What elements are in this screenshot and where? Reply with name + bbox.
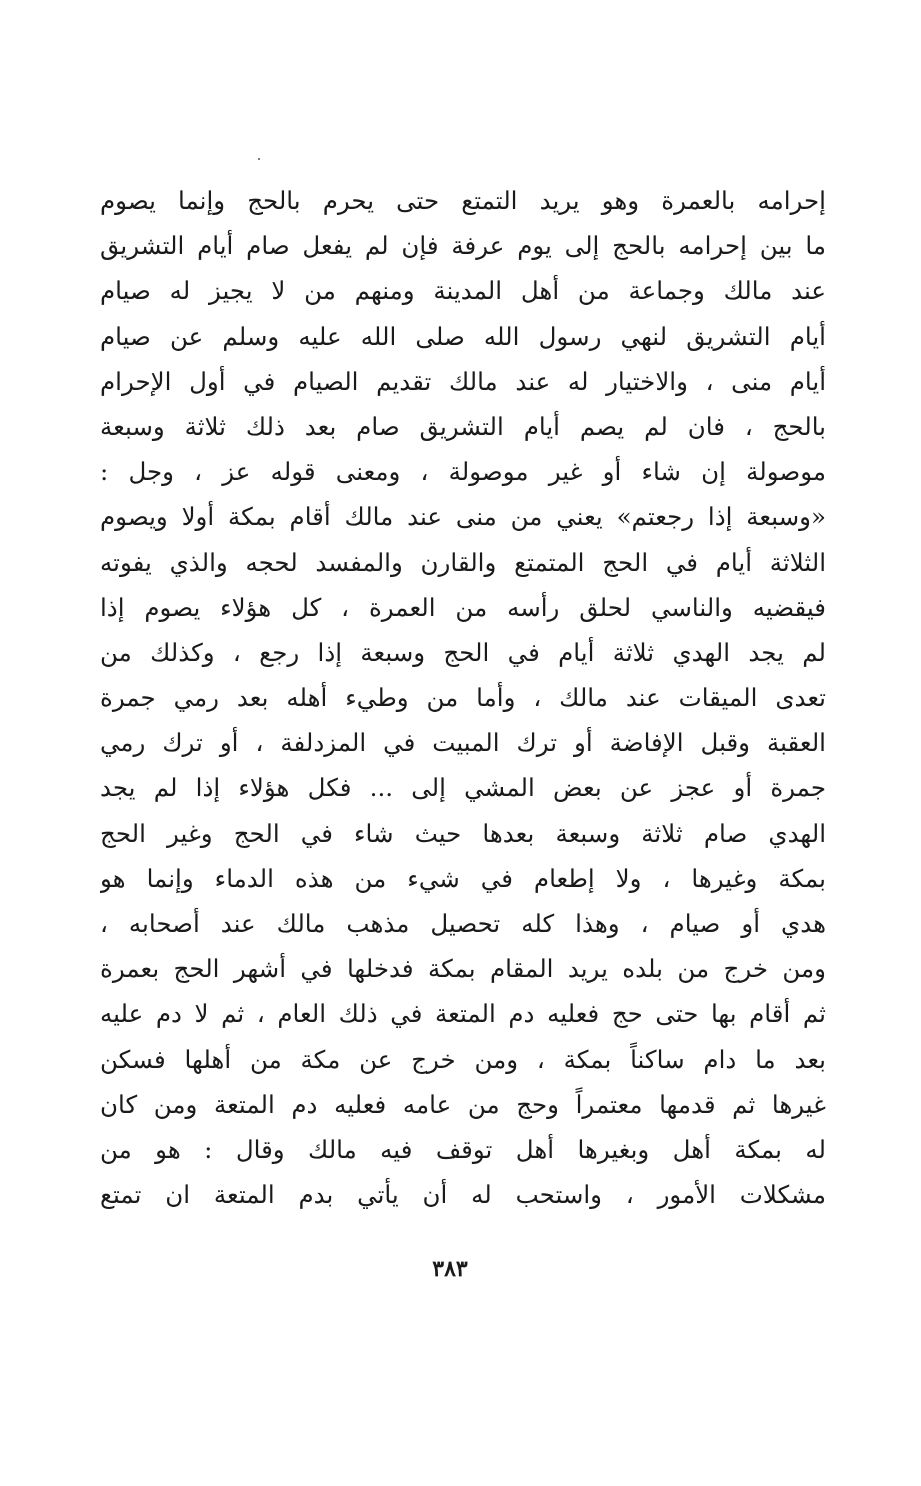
text-line: ما بين إحرامه بالحج إلى يوم عرفة فإن لم يفعل صام أيام التشريق: [100, 231, 826, 261]
text-line: أيام منى ، والاختيار له عند مالك تقديم الصيام في أول الإحرام: [100, 366, 826, 396]
text-line: تعدى الميقات عند مالك ، وأما من وطيء أهله بعد رمي جمرة: [100, 683, 826, 713]
text-line: جمرة أو عجز عن بعض المشي إلى ... فكل هؤلاء إذا لم يجد: [100, 773, 826, 803]
text-line: أيام التشريق لنهي رسول الله صلى الله عليه وسلم عن صيام: [100, 321, 826, 351]
text-line: الثلاثة أيام في الحج المتمتع والقارن والمفسد لحجه والذي يفوته: [100, 547, 826, 577]
text-line: غيرها ثم قدمها معتمراً وحج من عامه فعليه دم المتعة ومن كان: [100, 1089, 826, 1119]
page-number: ٣٨٣: [432, 1256, 468, 1282]
text-line: بعد ما دام ساكناً بمكة ، ومن خرج عن مكة من أهلها فسكن: [100, 1044, 826, 1074]
text-line: هدي أو صيام ، وهذا كله تحصيل مذهب مالك عند أصحابه ،: [100, 909, 826, 938]
text-line: عند مالك وجماعة من أهل المدينة ومنهم من لا يجيز له صيام: [100, 276, 826, 306]
text-line: ومن خرج من بلده يريد المقام بمكة فدخلها في أشهر الحج بعمرة: [100, 954, 826, 984]
text-line: ثم أقام بها حتى حج فعليه دم المتعة في ذلك العام ، ثم لا دم عليه: [100, 999, 826, 1029]
text-line: العقبة وقبل الإفاضة أو ترك المبيت في المزدلفة ، أو ترك رمي: [100, 728, 826, 758]
text-line: بمكة وغيرها ، ولا إطعام في شيء من هذه الدماء وإنما هو: [100, 863, 826, 893]
text-line: بالحج ، فان لم يصم أيام التشريق صام بعد ذلك ثلاثة وسبعة: [100, 411, 826, 441]
text-line: مشكلات الأمور ، واستحب له أن يأتي بدم المتعة ان تمتع: [100, 1180, 826, 1210]
body-text: [100, 178, 826, 1217]
text-line: موصولة إن شاء أو غير موصولة ، ومعنى قوله عز ، وجل :: [100, 457, 826, 487]
text-line: إحرامه بالعمرة وهو يريد التمتع حتى يحرم بالحج وإنما يصوم: [100, 186, 826, 215]
text-line: فيقضيه والناسي لحلق رأسه من العمرة ، كل هؤلاء يصوم إذا: [100, 592, 826, 622]
text-line: له بمكة أهل وبغيرها أهل توقف فيه مالك وقال : هو من: [100, 1134, 826, 1164]
text-line: الهدي صام ثلاثة وسبعة بعدها حيث شاء في الحج وغير الحج: [100, 818, 826, 848]
text-line: «وسبعة إذا رجعتم» يعني من منى عند مالك أقام بمكة أولا ويصوم: [100, 502, 826, 532]
text-line: لم يجد الهدي ثلاثة أيام في الحج وسبعة إذا رجع ، وكذلك من: [100, 637, 826, 667]
scan-speck: [258, 158, 260, 160]
